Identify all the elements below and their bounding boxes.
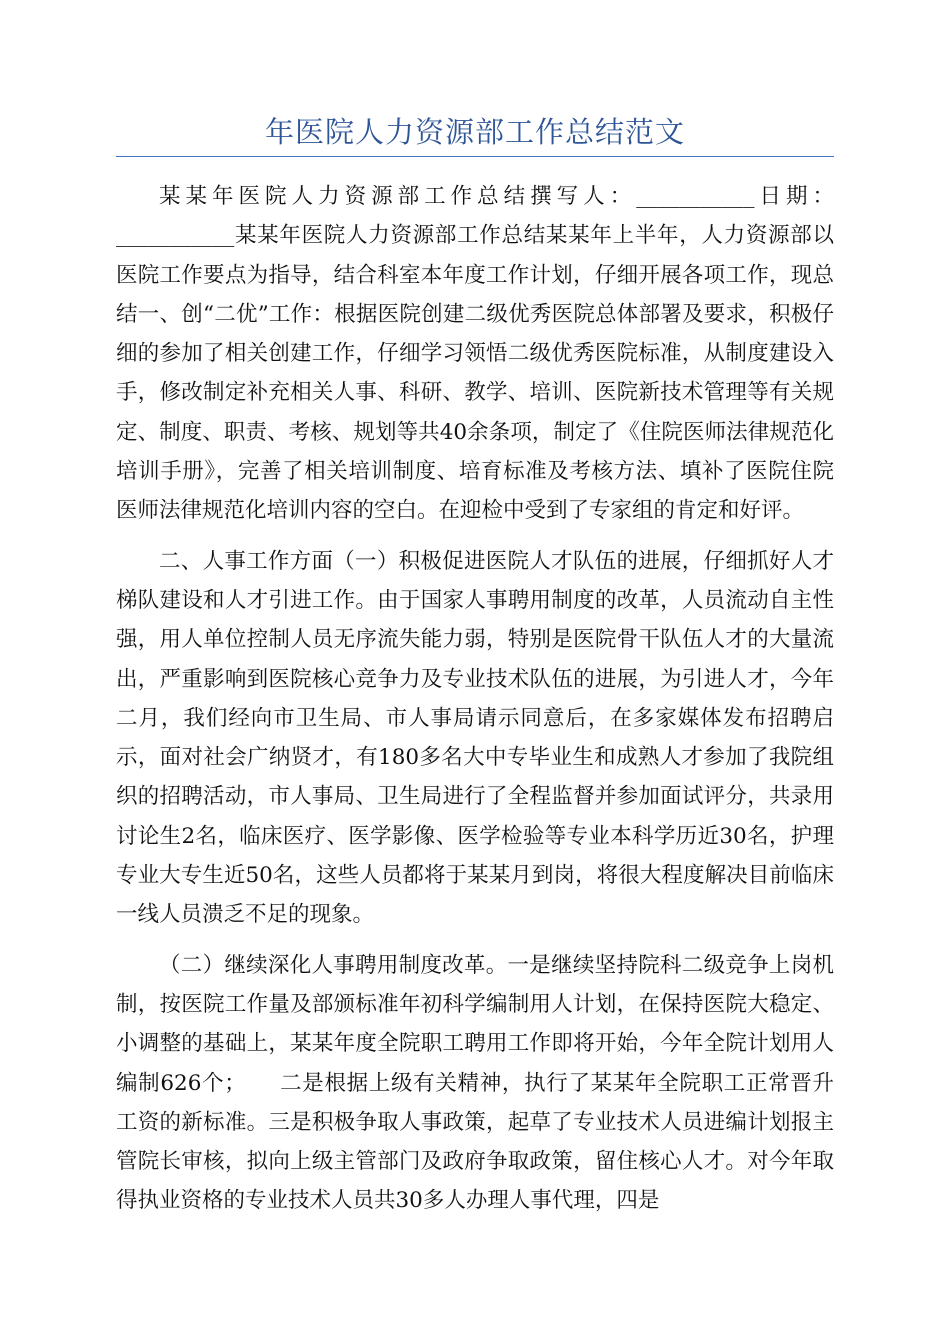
document-title: 年医院人力资源部工作总结范文 xyxy=(264,115,685,149)
title-underline xyxy=(116,156,834,157)
document-body xyxy=(116,177,834,1221)
paragraph-1: 某某年医院人力资源部工作总结撰写人：___________日期：___________某某年医院人力资源部工作总结某某年上半年，人力资源部以医院工作要点为指导，结合科室本年度工作计划，仔细开展各项工作，现总结一、创“二优”工作：根据医院创建二级优秀医院总体部署及要求，积极仔细的参加了相关创建工作，仔细学习领悟二级优秀医院标准，从制度建设入手，修改制定补充相关人事、科研、教学、培训、医院新技术管理等有关规定、制度、职责、考核、规划等共40余条项，制定了《住院医师法律规范化培训手册》，完善了相关培训制度、培育标准及考核方法、填补了医院住院医师法律规范化培训内容的空白。在迎检中受到了专家组的肯定和好评。 xyxy=(116,184,834,524)
paragraph-2: 二、人事工作方面（一）积极促进医院人才队伍的进展，仔细抓好人才梯队建设和人才引进工作。由于国家人事聘用制度的改革，人员流动自主性强，用人单位控制人员无序流失能力弱，特别是医院骨干队伍人才的大量流出，严重影响到医院核心竞争力及专业技术队伍的进展，为引进人才，今年二月，我们经向市卫生局、市人事局请示同意后，在多家媒体发布招聘启示，面对社会广纳贤才，有180多名大中专毕业生和成熟人才参加了我院组织的招聘活动，市人事局、卫生局进行了全程监督并参加面试评分，共录用讨论生2名，临床医疗、医学影像、医学检验等专业本科学历近30名，护理专业大专生近50名，这些人员都将于某某月到岗，将很大程度解决目前临床一线人员溃乏不足的现象。 xyxy=(116,548,834,928)
paragraph-3: （二）继续深化人事聘用制度改革。一是继续坚持院科二级竞争上岗机制，按医院工作量及部颁标准年初科学编制用人计划，在保持医院大稳定、小调整的基础上，某某年度全院职工聘用工作即将开始，今年全院计划用人编制626个； 二是根据上级有关精神，执行了某某年全院职工正常晋升工资的新标准。三是积极争取人事政策，起草了专业技术人员进编计划报主管院长审核，拟向上级主管部门及政府争取政策，留住核心人才。对今年取得执业资格的专业技术人员共30多人办理人事代理，四是 xyxy=(116,952,834,1214)
